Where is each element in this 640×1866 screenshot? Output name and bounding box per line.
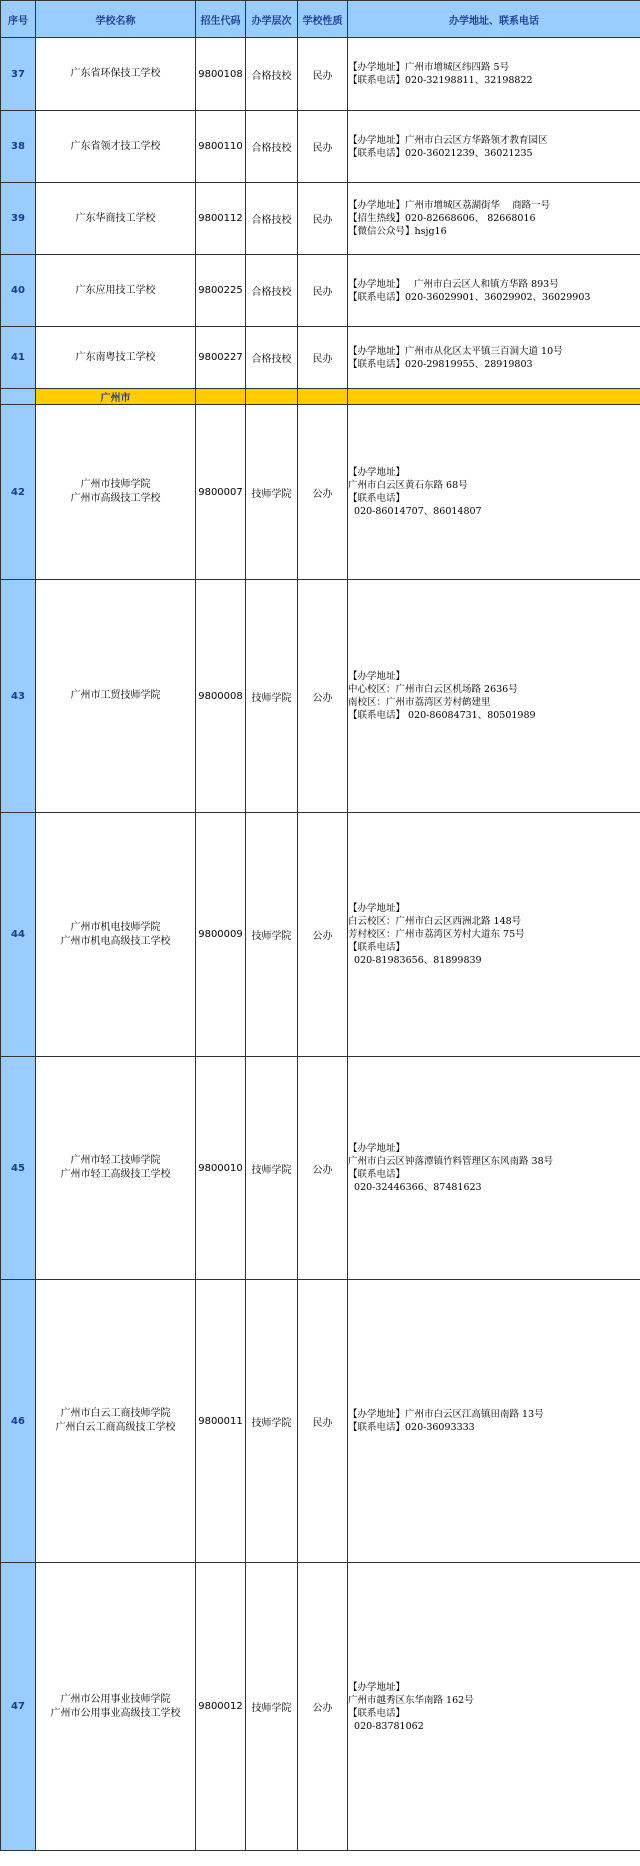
address-line: 【联系电话】 [348, 1707, 406, 1719]
header-row [1, 1, 640, 38]
school-nature: 公办 [298, 405, 348, 580]
school-name-cell [36, 327, 196, 389]
school-nature: 公办 [298, 580, 348, 813]
table-row [1, 1057, 640, 1280]
address-line: 020-86014707、86014807 [348, 506, 482, 517]
school-name: 广州市高级技工学校 [70, 493, 161, 504]
school-name: 广州市技师学院 [80, 479, 151, 490]
address-line: 【办学地址】 [348, 1681, 406, 1693]
enroll-code: 9800227 [196, 327, 246, 389]
school-level: 合格技校 [246, 255, 298, 327]
address-line: 【联系电话】 [348, 942, 406, 953]
enroll-code: 9800012 [196, 1563, 246, 1851]
row-seq: 40 [1, 255, 36, 327]
table-row [1, 38, 640, 111]
address-line: 【办学地址】 [348, 467, 406, 478]
school-level: 合格技校 [246, 327, 298, 389]
address-line: 【办学地址】广州市白云区江高镇田南路 13号 [348, 1409, 544, 1420]
table-row [1, 255, 640, 327]
address-phone-cell [348, 255, 640, 327]
address-line: 【联系电话】020-29819955、28919803 [348, 358, 533, 370]
school-name: 广州白云工商高级技工学校 [55, 1422, 176, 1433]
school-name: 广州市公用事业技师学院 [60, 1693, 171, 1705]
school-name-cell [36, 38, 196, 111]
school-level: 技师学院 [246, 1280, 298, 1563]
enroll-code: 9800110 [196, 111, 246, 183]
address-phone-cell [348, 580, 640, 813]
row-seq: 45 [1, 1057, 36, 1280]
address-phone-cell [348, 405, 640, 580]
school-nature: 民办 [298, 38, 348, 111]
table-row [1, 580, 640, 813]
address-line: 中心校区：广州市白云区机场路 2636号 [348, 684, 518, 695]
school-level: 技师学院 [246, 1057, 298, 1280]
school-name: 广州市机电高级技工学校 [60, 935, 171, 947]
school-name: 广州市轻工技师学院 [70, 1155, 161, 1166]
school-nature: 公办 [298, 1563, 348, 1851]
address-line: 【办学地址】广州市白云区方华路领才教育园区 [348, 134, 548, 146]
address-line: 【联系电话】020-36029901、36029902、36029903 [348, 291, 591, 303]
row-seq: 43 [1, 580, 36, 813]
col-header-address-phone: 办学地址、联系电话 [348, 1, 640, 38]
address-line: 【办学地址】 [348, 671, 406, 682]
address-line: 【招生热线】020-82668606、 82668016 [348, 213, 536, 224]
school-name-cell [36, 255, 196, 327]
address-line: 020-32446366、87481623 [348, 1182, 482, 1193]
address-phone-cell [348, 813, 640, 1057]
table-row [1, 1563, 640, 1851]
enroll-code: 9800009 [196, 813, 246, 1057]
school-nature: 民办 [298, 111, 348, 183]
address-line: 【办学地址】 [348, 1143, 406, 1154]
school-name-cell [36, 813, 196, 1057]
school-nature: 公办 [298, 813, 348, 1057]
school-name-cell [36, 580, 196, 813]
address-phone-cell [348, 1280, 640, 1563]
row-seq: 39 [1, 183, 36, 255]
col-header-level: 办学层次 [246, 1, 298, 38]
row-seq: 42 [1, 405, 36, 580]
section-cell [246, 389, 298, 405]
school-name: 广东省领才技工学校 [70, 140, 161, 152]
school-name: 广东应用技工学校 [75, 284, 156, 296]
address-line: 【办学地址】广州市增城区荔湖街华 商路一号 [348, 200, 551, 211]
school-nature: 民办 [298, 183, 348, 255]
school-name: 广东南粤技工学校 [75, 351, 156, 363]
school-level: 合格技校 [246, 183, 298, 255]
school-level: 合格技校 [246, 38, 298, 111]
col-header-enroll-code: 招生代码 [196, 1, 246, 38]
row-seq: 38 [1, 111, 36, 183]
col-header-nature: 学校性质 [298, 1, 348, 38]
section-cell [348, 389, 640, 405]
school-name-cell [36, 1280, 196, 1563]
section-cell [298, 389, 348, 405]
address-line: 【联系电话】020-36093333 [348, 1422, 475, 1433]
enroll-code: 9800108 [196, 38, 246, 111]
address-phone-cell [348, 1057, 640, 1280]
enroll-code: 9800225 [196, 255, 246, 327]
address-phone-cell [348, 111, 640, 183]
school-name-cell [36, 1057, 196, 1280]
address-line: 白云校区：广州市白云区西洲北路 148号 [348, 916, 522, 927]
school-nature: 公办 [298, 1057, 348, 1280]
school-level: 技师学院 [246, 405, 298, 580]
address-phone-cell [348, 327, 640, 389]
section-cell [196, 389, 246, 405]
school-nature: 民办 [298, 255, 348, 327]
school-name: 广州市机电技师学院 [70, 921, 161, 933]
row-seq: 47 [1, 1563, 36, 1851]
school-name: 广东华商技工学校 [75, 212, 156, 224]
row-seq: 44 [1, 813, 36, 1057]
enroll-code: 9800007 [196, 405, 246, 580]
address-line: 广州市越秀区东华南路 162号 [348, 1694, 474, 1706]
address-line: 【办学地址】广州市从化区太平镇三百洞大道 10号 [348, 345, 563, 357]
school-nature: 民办 [298, 327, 348, 389]
table-row [1, 327, 640, 389]
school-name: 广州市公用事业高级技工学校 [50, 1707, 181, 1719]
school-name-cell [36, 1563, 196, 1851]
address-line: 广州市白云区黄石东路 68号 [348, 480, 468, 491]
address-line: 广州市白云区钟落潭镇竹料管理区东风南路 38号 [348, 1156, 554, 1167]
enroll-code: 9800010 [196, 1057, 246, 1280]
address-line: 【办学地址】 广州市白云区人和镇方华路 893号 [348, 278, 559, 290]
address-line: 【联系电话】020-36021239、36021235 [348, 147, 533, 159]
row-seq: 46 [1, 1280, 36, 1563]
address-line: 【微信公众号】hsjg16 [348, 226, 447, 237]
school-name: 广州市轻工高级技工学校 [60, 1169, 171, 1180]
address-phone-cell [348, 183, 640, 255]
row-seq: 41 [1, 327, 36, 389]
school-level: 技师学院 [246, 1563, 298, 1851]
row-seq: 37 [1, 38, 36, 111]
address-line: 020-81983656、81899839 [348, 955, 482, 966]
school-level: 技师学院 [246, 813, 298, 1057]
table-row [1, 813, 640, 1057]
address-line: 【办学地址】广州市增城区纬四路 5号 [348, 62, 510, 73]
col-header-seq: 序号 [1, 1, 36, 38]
address-line: 芳村校区：广州市荔湾区芳村大道东 75号 [348, 929, 525, 940]
table-row [1, 405, 640, 580]
school-nature: 民办 [298, 1280, 348, 1563]
address-line: 【联系电话】 020-86084731、80501989 [348, 710, 536, 721]
school-name: 广东省环保技工学校 [70, 68, 161, 79]
address-line: 【办学地址】 [348, 903, 406, 914]
school-name-cell [36, 405, 196, 580]
school-name: 广州市白云工商技师学院 [60, 1408, 171, 1419]
address-line: 【联系电话】 [348, 493, 406, 504]
table-row [1, 1280, 640, 1563]
section-title: 广州市 [36, 389, 196, 405]
table-row [1, 183, 640, 255]
address-line: 020-83781062 [348, 1720, 424, 1732]
enroll-code: 9800011 [196, 1280, 246, 1563]
school-name-cell [36, 111, 196, 183]
school-level: 合格技校 [246, 111, 298, 183]
school-name-cell [36, 183, 196, 255]
enroll-code: 9800008 [196, 580, 246, 813]
address-phone-cell [348, 1563, 640, 1851]
school-name: 广州市工贸技师学院 [70, 690, 161, 701]
school-level: 技师学院 [246, 580, 298, 813]
table-row [1, 111, 640, 183]
address-line: 【联系电话】 [348, 1169, 406, 1180]
address-phone-cell [348, 38, 640, 111]
enroll-code: 9800112 [196, 183, 246, 255]
address-line: 南校区：广州市荔湾区芳村鹤建里 [348, 697, 491, 708]
section-row-guangzhou [1, 389, 640, 405]
col-header-school-name: 学校名称 [36, 1, 196, 38]
section-seq-cell [1, 389, 36, 405]
address-line: 【联系电话】020-32198811、32198822 [348, 75, 533, 86]
